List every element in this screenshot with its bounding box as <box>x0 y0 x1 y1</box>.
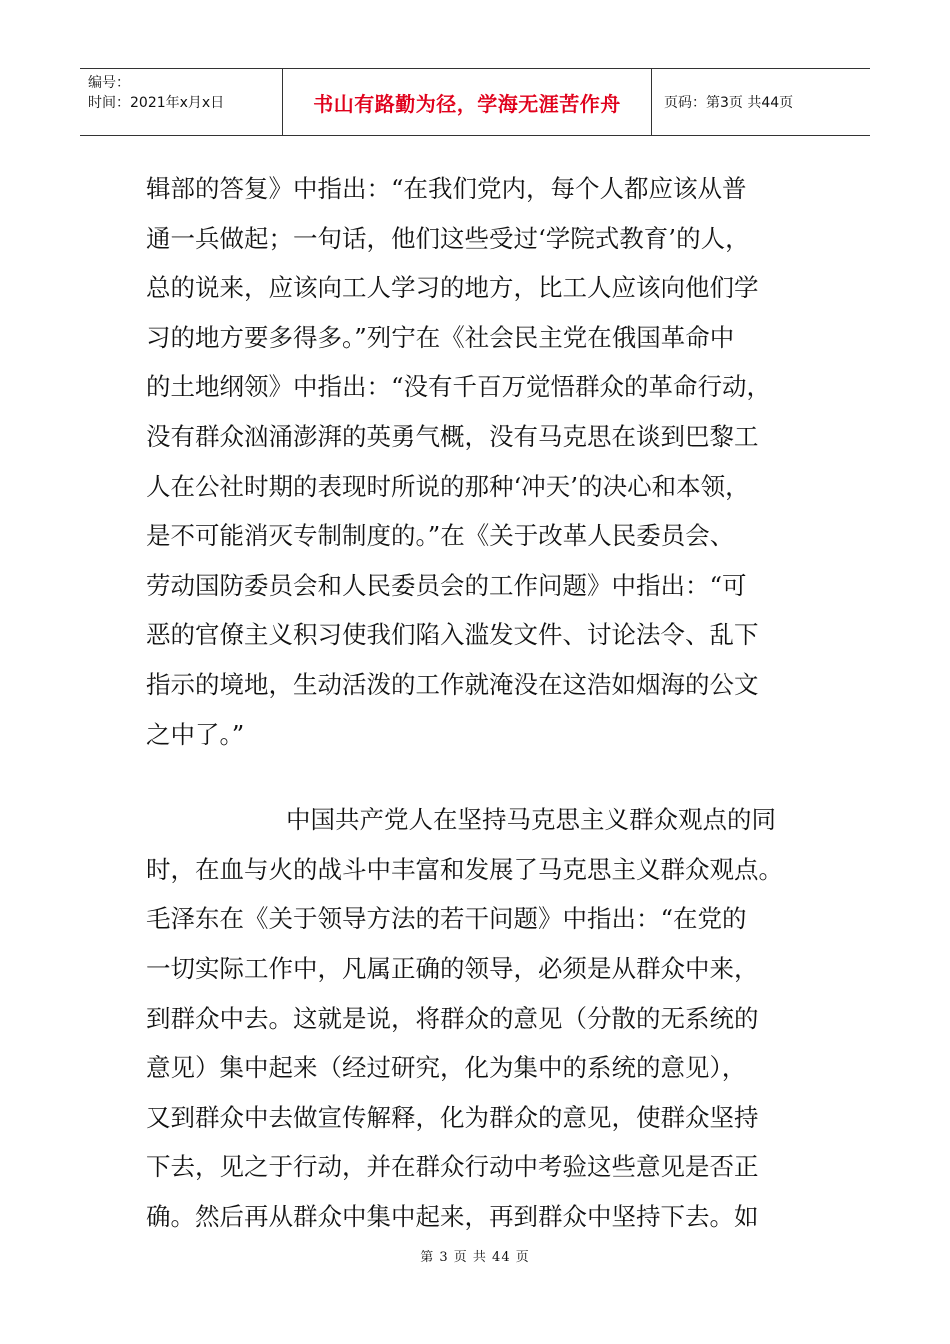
text-line: 到群众中去。这就是说，将群众的意见（分散的无系统的 <box>146 1003 759 1033</box>
paragraph-1 <box>146 164 796 759</box>
text-line: 又到群众中去做宣传解释，化为群众的意见，使群众坚持 <box>146 1102 759 1132</box>
text-line: 通一兵做起；一句话，他们这些受过‘学院式教育’的人， <box>146 223 750 253</box>
text-line: 确。然后再从群众中集中起来，再到群众中坚持下去。如 <box>146 1201 759 1231</box>
paragraph-2 <box>146 795 796 1241</box>
text-line: 意见）集中起来（经过研究，化为集中的系统的意见）， <box>146 1053 747 1083</box>
paragraph-gap <box>146 759 796 795</box>
text-line: 之中了。” <box>146 719 245 749</box>
text-line: 人在公社时期的表现时所说的那种‘冲天’的决心和本领， <box>146 471 750 501</box>
document-body <box>146 164 796 1241</box>
text-line: 恶的官僚主义积习使我们陷入滥发文件、讨论法令、乱下 <box>146 620 759 650</box>
text-line: 的土地纲领》中指出：“没有千百万觉悟群众的革命行动， <box>146 372 772 402</box>
text-line: 毛泽东在《关于领导方法的若干问题》中指出：“在党的 <box>146 904 747 934</box>
document-date-label: 时间：2021年x月x日 <box>88 95 225 111</box>
text-line: 劳动国防委员会和人民委员会的工作问题》中指出：“可 <box>146 570 747 600</box>
header-motto: 书山有路勤为径，学海无涯苦作舟 <box>283 69 652 135</box>
text-line: 辑部的答复》中指出：“在我们党内，每个人都应该从普 <box>146 174 747 203</box>
text-line: 中国共产党人在坚持马克思主义群众观点的同 <box>286 805 776 835</box>
page-footer: 第 3 页 共 44 页 <box>420 1250 530 1265</box>
header-meta <box>80 69 283 135</box>
text-line: 总的说来，应该向工人学习的地方，比工人应该向他们学 <box>146 273 759 303</box>
text-line: 是不可能消灭专制制度的。”在《关于改革人民委员会、 <box>146 521 735 551</box>
text-line: 下去，见之于行动，并在群众行动中考验这些意见是否正 <box>146 1152 759 1182</box>
text-line: 指示的境地，生动活泼的工作就淹没在这浩如烟海的公文 <box>146 669 759 699</box>
page-header <box>80 68 870 136</box>
text-line: 一切实际工作中，凡属正确的领导，必须是从群众中来， <box>146 953 759 983</box>
document-number-label: 编号： <box>88 75 130 91</box>
header-page-info: 页码：第3页 共44页 <box>664 95 794 111</box>
text-line: 没有群众汹涌澎湃的英勇气概，没有马克思在谈到巴黎工 <box>146 421 759 451</box>
text-line: 习的地方要多得多。”列宁在《社会民主党在俄国革命中 <box>146 322 735 352</box>
text-line: 时，在血与火的战斗中丰富和发展了马克思主义群众观点。 <box>146 854 783 884</box>
